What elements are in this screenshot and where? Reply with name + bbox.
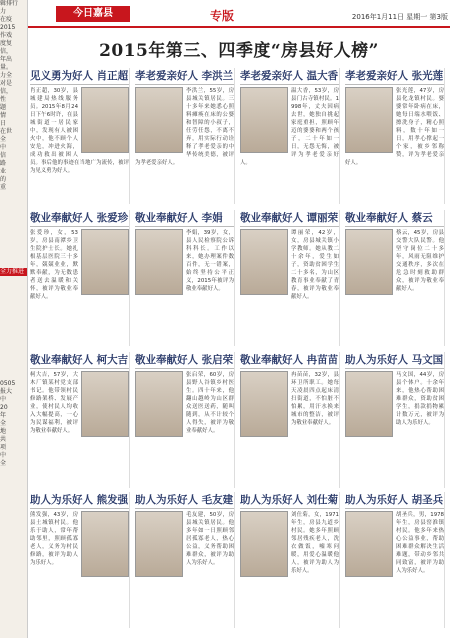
honoree-headline: 孝老爱亲好人 张光莲 [345, 68, 444, 85]
left-strip-line: 共 [0, 436, 7, 443]
honoree-article [135, 492, 235, 628]
left-strip-text-top [0, 0, 27, 192]
honoree-story: 柯大吉，57岁，大木厂镇某村党支部书记。他带领村民修路架桥、发展产业，使村民人均收入大幅提高，一心为民谋福利，被评为敬业奉献好人。 [30, 372, 78, 434]
left-strip-line: 全 [0, 136, 7, 143]
left-strip-line: 全 [0, 460, 7, 467]
honoree-article [30, 352, 130, 488]
honoree-photo [345, 511, 393, 577]
left-strip-line: 年出 [0, 56, 13, 63]
left-strip-line: 日 [0, 120, 7, 127]
left-strip-line: 0505 [0, 380, 16, 387]
left-strip-line: 在世 [0, 128, 13, 135]
honoree-story: 温大香，53岁，房县门古寺镇村民。1998年，丈夫因病去世，她独自挑起家庭重担，照顾年迈的婆婆和两个孩子，二十年如一日，无怨无悔，被评为孝老爱亲好人。 [240, 88, 339, 166]
left-strip-line: 力全 [0, 72, 13, 79]
honoree-photo [240, 229, 288, 295]
honoree-headline: 助人为乐好人 毛友建 [135, 492, 234, 509]
left-strip-line: 信， [0, 48, 13, 55]
honoree-story: 蔡云，45岁，房县交警大队民警。他坚守岗位二十多年，风雨无阻维护交通秩序，多次在危急时刻救助群众，被评为敬业奉献好人。 [396, 230, 444, 292]
honoree-article [240, 352, 340, 488]
left-strip-line: 的 [0, 176, 7, 183]
honoree-article [240, 68, 340, 204]
honoree-article [135, 352, 235, 488]
honoree-story: 谭丽荣，42岁，女，房县城关镇小学教师。她从教二十余年，爱生如子，资助贫困学生二十多名，为山区教育事业奉献了青春，被评为敬业奉献好人。 [291, 230, 339, 300]
honoree-article [240, 210, 340, 346]
honoree-story: 张启荣，60岁，房县野人谷镇乡村医生。四十年来，他翻山越岭为山区群众送医送药，随叫随到，从不计较个人得失，被评为敬业奉献好人。 [186, 372, 234, 434]
honoree-story: 熊发强，43岁，房县土城镇村民。他乐于助人，常年帮助邻里，照顾孤寡老人，义务为村民修路，被评为助人为乐好人。 [30, 512, 78, 566]
honoree-article [30, 210, 130, 346]
honoree-headline: 助人为乐好人 胡圣兵 [345, 492, 444, 509]
honoree-photo [81, 87, 129, 153]
honoree-headline: 敬业奉献好人 张启荣 [135, 352, 234, 369]
left-strip-line: 性 [0, 96, 7, 103]
honoree-photo [135, 511, 183, 577]
honoree-photo [240, 87, 288, 153]
left-strip-line: 中 [0, 396, 7, 403]
honoree-article [135, 210, 235, 346]
honoree-photo [345, 371, 393, 437]
honoree-story: 刘仕菊，女，1971年生，房县九道乡村民。她多年照顾邻居残疾老人，洗衣做饭，嘘寒问暖，用爱心温暖他人，被评为助人为乐好人。 [291, 512, 339, 574]
left-strip-line: 20 [0, 404, 8, 411]
honoree-article [345, 492, 445, 628]
left-strip-line: 中 [0, 452, 7, 459]
honoree-article [30, 492, 130, 628]
left-strip-line: 信 [0, 152, 7, 159]
section-name: 专版 [210, 9, 235, 23]
honoree-story: 张光莲，47岁，房县化龙镇村民。婆婆常年卧病在床，她每日端水喂饭、擦洗身子，精心照料，数十年如一日，用孝心撑起一个家，被乡邻称赞，评为孝老爱亲好人。 [345, 88, 444, 166]
honoree-headline: 敬业奉献好人 柯大吉 [30, 352, 129, 369]
left-strip-line: 报大 [0, 388, 13, 395]
honoree-headline: 助人为乐好人 熊发强 [30, 492, 129, 509]
page-header [28, 4, 450, 28]
honoree-headline: 见义勇为好人 肖正超 [30, 68, 129, 85]
left-strip-line: 辑排行 [0, 0, 19, 7]
honoree-article [345, 352, 445, 488]
issue-date: 2016年1月11日 星期一 第3版 [351, 13, 448, 21]
left-strip-line: 中 [0, 144, 7, 151]
left-strip-line: 在疫 [0, 16, 13, 23]
honoree-photo [81, 229, 129, 295]
honoree-photo [135, 371, 183, 437]
left-strip-line: 项 [0, 444, 7, 451]
honoree-story: 张爱珍，女，53岁，房县南潭乡卫生院护士长。她扎根基层医院三十多年，兢兢业业，默默奉献，为无数患者送去温暖和关怀，被评为敬业奉献好人。 [30, 230, 78, 300]
honoree-headline: 敬业奉献好人 张爱珍 [30, 210, 129, 227]
left-strip-line: 题 [0, 104, 7, 111]
honoree-headline: 敬业奉献好人 谭丽荣 [240, 210, 339, 227]
left-strip-text-bottom [0, 380, 15, 468]
honoree-headline: 助人为乐好人 马文国 [345, 352, 444, 369]
honoree-story: 李娟，39岁，女，县人民检察院公诉科科长。工作以来，她办理案件数百件，无一错案，始终坚持公平正义，2015年被评为敬业奉献好人。 [186, 230, 234, 292]
honoree-article [345, 68, 445, 204]
honoree-photo [240, 371, 288, 437]
left-strip-line: 力 [0, 8, 7, 15]
honoree-headline: 助人为乐好人 刘仕菊 [240, 492, 339, 509]
honoree-article [240, 492, 340, 628]
honoree-headline: 敬业奉献好人 冉苗苗 [240, 352, 339, 369]
honoree-headline: 孝老爱亲好人 李洪兰 [135, 68, 234, 85]
honoree-photo [81, 511, 129, 577]
honoree-photo [345, 87, 393, 153]
honor-roll-grid [30, 62, 450, 638]
left-strip-red-block: 全力推进 [0, 268, 27, 276]
honoree-story: 肖正超，30岁，县城建局热线服务员。2015年8月24日下午6时许，在县城街道一居民家中，发现有人被困火中，他不顾个人安危，冲进火海，成功救出被困人员。事后他的事迹在当地广为流传，被评为见义勇为好人。 [30, 88, 129, 174]
honoree-photo [135, 229, 183, 295]
honoree-photo [81, 371, 129, 437]
honoree-photo [135, 87, 183, 153]
honoree-headline: 敬业奉献好人 李娟 [135, 210, 234, 227]
left-strip-line: 2015 [0, 24, 16, 31]
honoree-story: 胡圣兵，男，1978年生，房县窑淮镇村民。他多年来热心公益事业，帮助困难群众解决生活难题，带动乡邻共同致富，被评为助人为乐好人。 [396, 512, 444, 574]
left-column-strip [0, 0, 28, 638]
honoree-article [135, 68, 235, 204]
left-strip-line: 全 [0, 420, 7, 427]
left-strip-line: 作戏 [0, 32, 13, 39]
left-strip-line: 情 [0, 112, 7, 119]
left-strip-line: 年 [0, 412, 7, 419]
left-strip-line: 度复 [0, 40, 13, 47]
newspaper-page [28, 0, 450, 638]
newspaper-logo: 今日嘉县 [56, 6, 130, 22]
left-strip-line: 重 [0, 184, 7, 191]
page-title: 2015年第三、四季度“房县好人榜” [99, 41, 379, 61]
honoree-article [30, 68, 130, 204]
honoree-story: 冉苗苗，32岁，县环卫所职工。她每天凌晨四点起床清扫街道，不怕脏不怕累，用汗水换来城市的整洁，被评为敬业奉献好人。 [291, 372, 339, 426]
left-strip-line: 信， [0, 88, 13, 95]
left-strip-line: 路 [0, 160, 7, 167]
left-strip-line: 地 [0, 428, 7, 435]
honoree-article [345, 210, 445, 346]
honoree-story: 毛友建，50岁，房县城关镇居民。他多年如一日照顾邻居孤寡老人，热心公益，义务帮助困难群众，被评为助人为乐好人。 [186, 512, 234, 566]
honoree-story: 马文国，44岁，房县个体户。十余年来，他热心帮助困难群众，资助贫困学生，捐款捐物累计数万元，被评为助人为乐好人。 [396, 372, 444, 426]
left-strip-line: 业 [0, 168, 7, 175]
honoree-headline: 敬业奉献好人 蔡云 [345, 210, 444, 227]
left-strip-line: 量。 [0, 64, 13, 71]
honoree-headline: 孝老爱亲好人 温大香 [240, 68, 339, 85]
honoree-story: 李洪兰，55岁，房县城关镇居民。三十多年来她悉心照料瘫痪在床的公婆和智障的小叔子，任劳任怨，不离不弃，用实际行动诠释了孝老爱亲的中华传统美德，被评为孝老爱亲好人。 [135, 88, 234, 166]
honoree-photo [345, 229, 393, 295]
honoree-photo [240, 511, 288, 577]
left-strip-line: 对是 [0, 80, 13, 87]
